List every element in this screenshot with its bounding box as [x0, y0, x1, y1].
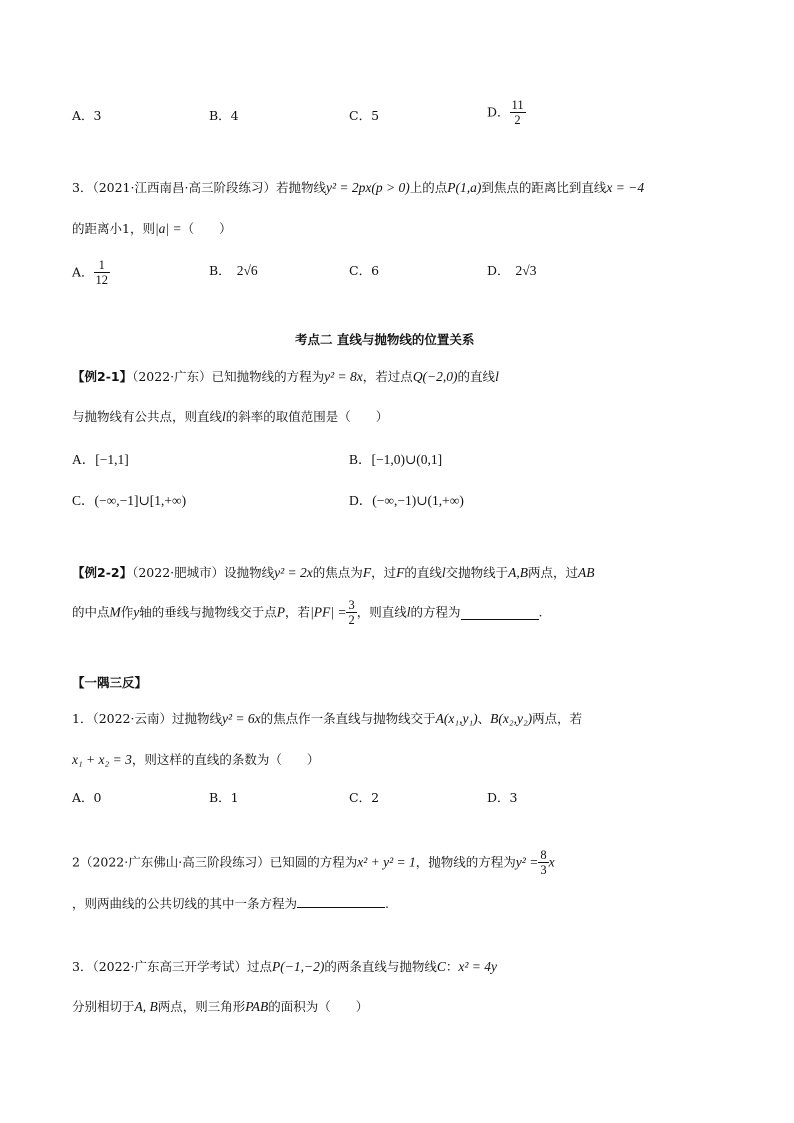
p1-number: 1． [72, 711, 93, 726]
ex22-text-3: ，过 [371, 565, 397, 580]
p2-circle-eq: x² + y² = 1 [357, 854, 416, 870]
p2-text-2: ，抛物线的方程为 [415, 854, 516, 870]
p2-line-2 [72, 893, 389, 913]
ex21-eq: y² = 8x [324, 369, 363, 384]
p3-point: P(−1,−2) [272, 959, 325, 974]
q3-option-b [209, 262, 258, 280]
ex22-P: P [276, 604, 286, 620]
ex21-line-2 [72, 408, 388, 426]
ex21-text-2: ，若过点 [362, 369, 413, 384]
p1-point-b: B(x₂,y₂) [490, 711, 533, 726]
p2-eq-left: y² = [515, 854, 539, 870]
ex22-F-2: F [396, 565, 405, 580]
q3-number: 3． [72, 180, 93, 195]
ex21-text-3: 的直线 [457, 369, 496, 384]
ex22-M: M [109, 604, 121, 620]
ex21-option-a: A．[−1,1] [72, 452, 129, 467]
p1-option-b: B．1 [209, 790, 239, 805]
q3-line-1 [72, 179, 644, 197]
p1-eq: y² = 6x [222, 711, 261, 726]
ex22-y: y [133, 604, 140, 620]
ex21-text-1: （2022·广东）已知抛物线的方程为 [132, 369, 325, 384]
p3-text-3: 分别相切于 [72, 999, 135, 1014]
p2-text-3: ，则两曲线的公共切线的其中一条方程为 [72, 896, 298, 911]
p2-line-1 [72, 848, 555, 877]
ex21-l-2: l [222, 409, 226, 424]
p3-text-2: 的两条直线与抛物线 [324, 959, 437, 974]
p1-option-a: A．0 [72, 790, 102, 805]
prev-option-d-fraction: $\frac{11}{2}$ [511, 98, 524, 127]
p3-PAB: PAB [245, 999, 269, 1014]
q3-parabola-eq: y² = 2px(p > 0) [325, 180, 410, 195]
p3-C: C [436, 959, 446, 974]
q3-option-d [487, 262, 536, 280]
ex21-line-1 [72, 368, 499, 386]
q3-line-2 [72, 220, 232, 238]
p1-sep: 、 [477, 711, 491, 726]
ex22-end: . [538, 604, 543, 620]
p1-line-2 [72, 751, 319, 769]
p1-text-2: 的焦点作一条直线与抛物线交于 [260, 711, 436, 726]
ex22-text-12: 的方程为 [410, 604, 461, 620]
p3-eq: x² = 4y [458, 959, 498, 974]
prev-option-a: A．3 [72, 108, 102, 123]
ex22-l: l [441, 565, 446, 580]
q3-text-3: 到焦点的距离比到直线 [481, 180, 607, 195]
ex21-point: Q(−2,0) [412, 369, 458, 384]
ex22-text-8: 作 [120, 604, 134, 620]
ex22-F: F [362, 565, 372, 580]
ex22-text-6: 两点，过 [528, 565, 579, 580]
p3-text-5: 的面积为（ ） [268, 999, 369, 1014]
ex21-option-b: B．[−1,0)∪(0,1] [349, 452, 443, 467]
section-title: 考点二 直线与抛物线的位置关系 [295, 332, 475, 347]
p3-AB: A, B [134, 999, 158, 1014]
p3-text-4: 两点，则三角形 [157, 999, 246, 1014]
q3-option-b-label: B． [209, 263, 231, 278]
q3-option-a-label: A． [72, 264, 94, 280]
p2-x: x [548, 854, 555, 870]
ex21-l: l [495, 369, 499, 384]
q3-option-a [72, 258, 110, 287]
q3-source-text: （2021·江西南昌·高三阶段练习）若抛物线 [92, 180, 326, 195]
ex21-option-c: C．(−∞,−1]∪[1,+∞) [72, 493, 187, 508]
p1-option-d: D．3 [487, 790, 518, 805]
p1-text-4: ，则这样的直线的条数为（ ） [131, 752, 320, 767]
p1-point-a: A(x₁,y₁) [435, 711, 478, 726]
ex22-text-11: ，则直线 [356, 604, 407, 620]
q3-option-d-value: 2√3 [515, 263, 537, 278]
q3-option-b-value: 2√6 [236, 263, 258, 278]
practice-title: 【一隅三反】 [72, 675, 148, 690]
p1-condition: x₁ + x₂ = 3 [72, 752, 132, 767]
q3-option-a-fraction: $\frac{1}{12}$ [95, 258, 109, 287]
p2-answer-blank[interactable] [297, 893, 385, 908]
prev-option-d-label: D． [487, 104, 510, 120]
prev-option-b: B．4 [209, 108, 239, 123]
p2-text-1: 2（2022·广东佛山·高三阶段练习）已知圆的方程为 [72, 854, 358, 870]
p1-option-c: C．2 [349, 790, 380, 805]
p3-colon: ： [445, 959, 459, 974]
ex22-text-7: 的中点 [72, 604, 110, 620]
ex22-text-1: （2022·肥城市）设抛物线 [132, 565, 275, 580]
p3-text-1: 3．（2022·广东高三开学考试）过点 [72, 959, 272, 974]
q3-option-d-label: D． [487, 263, 510, 278]
q3-abs-a: |a| = [154, 221, 182, 236]
q3-line-eq: x = −4 [606, 180, 645, 195]
ex22-answer-blank[interactable] [461, 605, 539, 620]
p2-end: . [385, 896, 389, 911]
p1-text-3: 两点，若 [532, 711, 583, 726]
ex22-line-2 [72, 598, 543, 627]
ex22-text-4: 的直线 [404, 565, 442, 580]
prev-option-d [487, 98, 526, 127]
ex22-PF: |PF| = [310, 604, 347, 620]
q3-point: P(1,a) [447, 180, 482, 195]
ex22-AB-2: AB [578, 565, 595, 580]
q3-text-4: 的距离小1，则 [72, 221, 155, 236]
p2-fraction: $\frac{8}{3}$ [540, 848, 547, 877]
ex22-text-10: ，若 [285, 604, 311, 620]
ex21-text-4: 与抛物线有公共点，则直线 [72, 409, 223, 424]
ex21-text-5: 的斜率的取值范围是（ ） [225, 409, 389, 424]
q3-option-c: C．6 [349, 263, 380, 278]
p3-line-2 [72, 998, 368, 1016]
p1-text-1: （2022·云南）过抛物线 [92, 711, 222, 726]
q3-paren: （ ） [181, 221, 232, 236]
ex21-option-d: D．(−∞,−1)∪(1,+∞) [349, 493, 464, 508]
ex22-line-1 [72, 564, 595, 582]
ex22-text-2: 的焦点为 [312, 565, 363, 580]
p3-line-1 [72, 958, 497, 976]
ex22-tag: 【例2-2】 [72, 565, 133, 580]
q3-text-2: 上的点 [409, 180, 448, 195]
ex22-text-9: 轴的垂线与抛物线交于点 [139, 604, 277, 620]
ex21-tag: 【例2-1】 [72, 369, 133, 384]
ex22-text-5: 交抛物线于 [445, 565, 509, 580]
p1-line-1 [72, 710, 582, 728]
ex22-fraction: $\frac{3}{2}$ [348, 598, 355, 627]
ex22-AB: A,B [508, 565, 528, 580]
ex22-l-2: l [406, 604, 411, 620]
prev-option-c: C．5 [349, 108, 380, 123]
ex22-eq: y² = 2x [274, 565, 313, 580]
